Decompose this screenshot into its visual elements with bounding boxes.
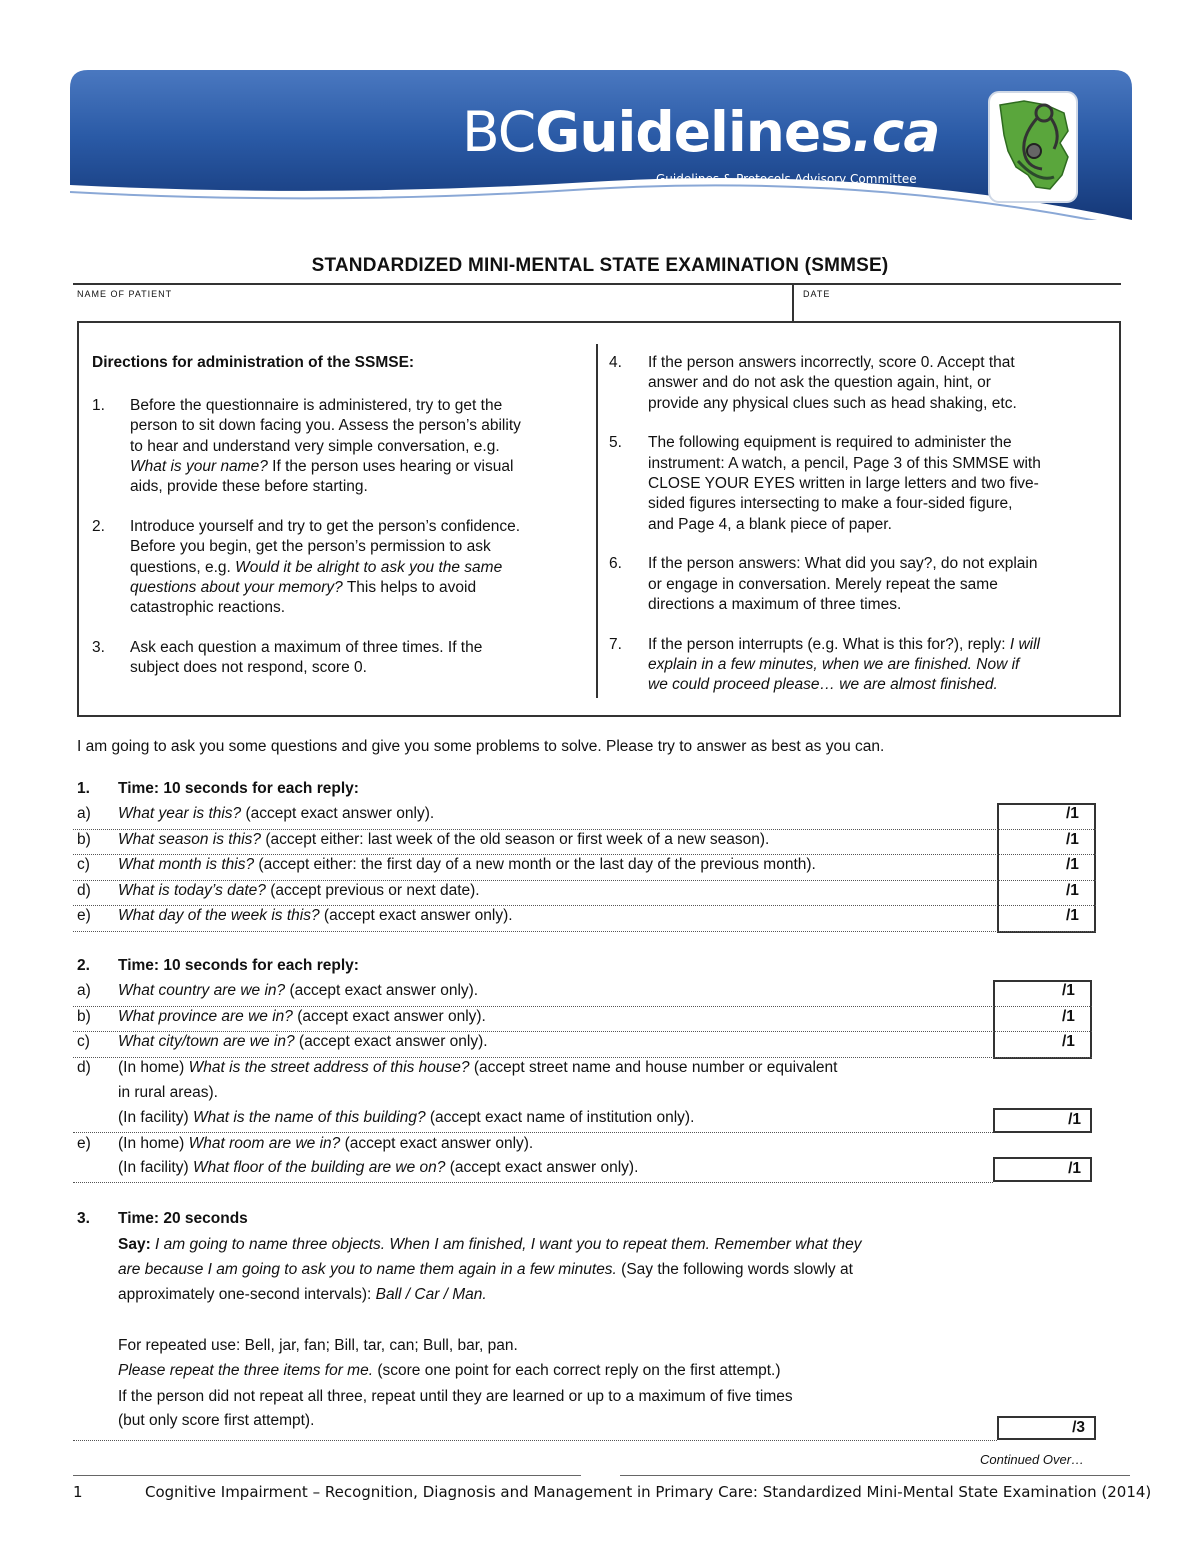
direction-text: If the person answers incorrectly, score 0. Accept that — [648, 354, 1015, 371]
direction-text: to hear and understand very simple conversation, e.g. — [130, 437, 500, 455]
section3-if-line2: (but only score first attempt). — [118, 1412, 315, 1429]
name-of-patient-label: NAME OF PATIENT — [77, 289, 173, 299]
section2-d-note: (accept street name and house number or equivalent — [469, 1059, 838, 1076]
question-text — [118, 805, 434, 823]
section3-score-box[interactable]: /3 — [997, 1416, 1096, 1440]
question-text — [118, 907, 513, 925]
name-of-patient-field[interactable] — [77, 300, 789, 320]
question-rule — [73, 1006, 1092, 1007]
direction-text: If the person answers: What did you say?, do not explain — [648, 555, 1038, 573]
direction-number: 3. — [92, 639, 105, 656]
question-letter: d) — [77, 881, 91, 899]
direction-line — [130, 579, 476, 597]
section3-say-line1 — [118, 1236, 862, 1254]
direction-number: 4. — [609, 354, 622, 371]
question-note: (accept exact answer only). — [319, 907, 513, 924]
direction-text: and Page 4, a blank piece of paper. — [648, 515, 892, 533]
question-letter: b) — [77, 1007, 91, 1025]
question-italic: What country are we in? — [118, 982, 286, 999]
bc-stethoscope-logo-icon — [988, 91, 1078, 203]
question-note: (accept exact answer only). — [285, 982, 479, 999]
section2-e-letter: e) — [77, 1135, 91, 1152]
section2-d-line2: in rural areas). — [118, 1084, 218, 1101]
direction-line — [130, 659, 367, 677]
direction-line — [648, 576, 998, 594]
date-label: DATE — [803, 289, 831, 299]
question-italic: What city/town are we in? — [118, 1033, 295, 1050]
section2-e-question: What room are we in? — [188, 1135, 341, 1152]
section3-say-line2 — [118, 1261, 853, 1279]
section3-rule — [73, 1440, 997, 1441]
direction-line — [130, 599, 285, 617]
score-cell[interactable]: /1 — [1066, 830, 1079, 848]
direction-line — [130, 639, 482, 657]
question-letter: a) — [77, 982, 91, 999]
question-note: (accept previous or next date). — [265, 881, 480, 899]
score-cell[interactable]: /1 — [1066, 856, 1079, 873]
question-rule — [73, 905, 1096, 906]
directions-heading: Directions for administration of the SSMSE: — [92, 354, 415, 371]
section2-number: 2. — [77, 957, 90, 974]
section3-say-line3-text: approximately one-second intervals): — [118, 1286, 376, 1303]
score-cell[interactable]: /1 — [1066, 805, 1079, 822]
direction-italic: questions about your memory? — [130, 578, 343, 596]
direction-text: questions, e.g. — [130, 558, 236, 576]
footer-rule-left — [73, 1475, 581, 1476]
section3-say-text: I am going to name three objects. When I am finished, I want you to repeat them. Remember what they — [150, 1236, 862, 1253]
direction-line — [648, 516, 892, 534]
direction-line — [648, 374, 991, 392]
section3-number: 3. — [77, 1210, 90, 1227]
direction-italic: explain in a few minutes, when we are finished. Now if — [648, 656, 1020, 674]
direction-line — [130, 397, 502, 415]
direction-text: provide any physical clues such as head shaking, etc. — [648, 394, 1017, 412]
question-text — [118, 856, 816, 874]
direction-text: person to sit down facing you. Assess the person’s ability — [130, 417, 521, 435]
section3-say-line2-italic: are because I am going to ask you to name them again in a few minutes. — [118, 1261, 617, 1278]
direction-line — [130, 518, 520, 536]
direction-text: catastrophic reactions. — [130, 599, 286, 617]
question-letter: c) — [77, 856, 90, 873]
direction-italic: we could proceed please… we are almost finished. — [648, 676, 998, 694]
footer-text: Cognitive Impairment – Recognition, Diagnosis and Management in Primary Care: Standardized Mini-Mental State Examination (2014) — [145, 1483, 1152, 1501]
direction-line — [130, 559, 502, 577]
question-text — [118, 831, 769, 849]
direction-text: The following equipment is required to administer the — [648, 434, 1012, 452]
section2-e-facility-question: What floor of the building are we on? — [192, 1159, 446, 1176]
section2-d-score-box[interactable]: /1 — [993, 1108, 1092, 1133]
section2-d-pre: (In home) — [118, 1059, 189, 1076]
question-note: (accept exact answer only). — [241, 805, 435, 822]
section3-please-line — [118, 1362, 781, 1380]
direction-line — [648, 596, 901, 614]
direction-text: If the person interrupts (e.g. What is this for?), reply: — [648, 635, 1010, 653]
question-italic: What month is this? — [118, 856, 255, 873]
tagline: Guidelines & Protocols Advisory Committee — [656, 172, 917, 186]
section3-please-text: (score one point for each correct reply on the first attempt.) — [373, 1362, 781, 1379]
direction-line — [648, 676, 998, 694]
question-italic: What year is this? — [118, 805, 242, 822]
section1-heading: Time: 10 seconds for each reply: — [118, 780, 359, 797]
direction-line — [648, 636, 1040, 654]
direction-line — [648, 495, 1012, 513]
section1-number: 1. — [77, 780, 90, 797]
section1-score-column — [997, 803, 1096, 933]
direction-number: 2. — [92, 518, 105, 535]
direction-line — [130, 417, 521, 435]
section3-please-italic: Please repeat the three items for me. — [118, 1362, 374, 1379]
question-note: (accept exact answer only). — [294, 1033, 488, 1050]
question-letter: a) — [77, 805, 91, 822]
document-title: STANDARDIZED MINI-MENTAL STATE EXAMINATION (SMMSE) — [311, 255, 889, 276]
direction-text: This helps to avoid — [342, 578, 477, 596]
question-text — [118, 1033, 488, 1051]
date-field[interactable] — [803, 300, 1115, 320]
brand-guidelines: Guidelines — [535, 100, 852, 164]
section2-e-rule — [73, 1182, 993, 1183]
score-cell[interactable]: /1 — [1062, 1033, 1075, 1050]
question-italic: What is today’s date? — [118, 881, 266, 899]
direction-italic: Would it be alright to ask you the same — [235, 558, 503, 576]
question-letter: b) — [77, 830, 91, 848]
direction-number: 6. — [609, 555, 622, 573]
question-note: (accept either: last week of the old season or first week of a new season). — [261, 830, 770, 848]
direction-text: Ask each question a maximum of three times. If the — [130, 639, 483, 656]
footer-rule-right — [620, 1475, 1130, 1476]
continued-over: Continued Over… — [980, 1452, 1085, 1467]
section2-score-column — [993, 980, 1092, 1059]
question-text — [118, 982, 478, 1000]
question-note: (accept exact answer only). — [292, 1007, 486, 1025]
section2-e-facility-pre: (In facility) — [118, 1159, 193, 1176]
section2-d-letter: d) — [77, 1059, 91, 1076]
direction-text: or engage in conversation. Merely repeat the same — [648, 575, 998, 593]
direction-text: Introduce yourself and try to get the person’s confidence. — [130, 518, 521, 535]
direction-line — [648, 395, 1017, 413]
section3-say-label: Say: — [118, 1236, 151, 1253]
brand-logotype — [462, 100, 940, 164]
direction-text: subject does not respond, score 0. — [130, 659, 367, 677]
direction-line — [130, 478, 368, 496]
score-cell[interactable]: /1 — [1062, 1007, 1075, 1025]
direction-line — [130, 458, 513, 476]
question-italic: What province are we in? — [118, 1007, 293, 1025]
direction-line — [648, 434, 1012, 452]
section2-heading: Time: 10 seconds for each reply: — [118, 957, 359, 974]
section2-d-facility-note: (accept exact name of institution only). — [425, 1109, 695, 1126]
direction-line — [648, 555, 1037, 573]
question-note: (accept either: the first day of a new month or the last day of the previous month). — [254, 856, 816, 873]
section3-if-line1: If the person did not repeat all three, repeat until they are learned or up to a maximum of five times — [118, 1388, 793, 1405]
question-rule — [73, 931, 1096, 932]
direction-line — [130, 538, 491, 556]
direction-text: answer and do not ask the question again, hint, or — [648, 374, 991, 392]
section3-say-line3 — [118, 1286, 487, 1304]
question-letter: c) — [77, 1033, 90, 1050]
question-text — [118, 882, 480, 900]
question-letter: e) — [77, 907, 91, 924]
direction-line — [648, 455, 1041, 473]
intro-text: I am going to ask you some questions and give you some problems to solve. Please try to answer as best as you can. — [77, 738, 885, 755]
name-date-rule — [73, 283, 1121, 285]
section3-say-line2-text: (Say the following words slowly at — [616, 1261, 853, 1278]
section2-d-facility-pre: (In facility) — [118, 1109, 193, 1126]
direction-line — [648, 354, 1015, 372]
page-number: 1 — [73, 1483, 83, 1501]
direction-text: CLOSE YOUR EYES written in large letters and two five- — [648, 475, 1039, 492]
direction-number: 1. — [92, 397, 105, 414]
question-italic: What day of the week is this? — [118, 907, 320, 924]
direction-text: instrument: A watch, a pencil, Page 3 of this SMMSE with — [648, 454, 1041, 472]
question-rule — [73, 854, 1096, 855]
section2-d-line1 — [118, 1059, 837, 1077]
brand-bc: BC — [462, 100, 536, 164]
question-rule — [73, 880, 1096, 881]
direction-text: If the person uses hearing or visual — [267, 457, 514, 475]
section3-repeated-use: For repeated use: Bell, jar, fan; Bill, tar, can; Bull, bar, pan. — [118, 1337, 518, 1354]
direction-text: aids, provide these before starting. — [130, 478, 368, 496]
section2-e-line2 — [118, 1159, 638, 1177]
section2-e-facility-note: (accept exact answer only). — [445, 1159, 639, 1176]
section2-d-question: What is the street address of this house? — [188, 1059, 470, 1076]
question-rule — [73, 1057, 1092, 1058]
section3-heading: Time: 20 seconds — [118, 1210, 248, 1227]
section2-d-line3 — [118, 1109, 694, 1127]
direction-italic: What is your name? — [130, 457, 268, 475]
direction-number: 7. — [609, 635, 622, 653]
brand-ca: .ca — [851, 100, 940, 164]
score-cell[interactable]: /1 — [1062, 982, 1075, 999]
section2-e-score-box[interactable]: /1 — [993, 1157, 1092, 1182]
direction-number: 5. — [609, 434, 622, 452]
field-separator — [792, 284, 794, 321]
question-rule — [73, 829, 1096, 830]
direction-text: sided figures intersecting to make a four-sided figure, — [648, 495, 1013, 513]
directions-column-divider — [596, 344, 598, 698]
direction-italic: I will — [1009, 635, 1040, 653]
section3-words: Ball / Car / Man. — [375, 1286, 487, 1303]
section2-e-pre: (In home) — [118, 1135, 189, 1152]
direction-text: directions a maximum of three times. — [648, 596, 902, 613]
question-text — [118, 1008, 486, 1026]
direction-text: Before the questionnaire is administered, try to get the — [130, 397, 503, 414]
direction-line — [130, 438, 500, 456]
section2-e-note: (accept exact answer only). — [340, 1135, 534, 1152]
direction-text: Before you begin, get the person’s permission to ask — [130, 538, 491, 556]
direction-line — [648, 656, 1019, 674]
question-rule — [73, 1031, 1092, 1032]
section2-d-facility-question: What is the name of this building? — [192, 1109, 426, 1126]
score-cell[interactable]: /1 — [1066, 881, 1079, 899]
direction-line — [648, 475, 1039, 493]
section2-e-line1 — [118, 1135, 533, 1153]
section2-d-rule — [73, 1132, 993, 1133]
score-cell[interactable]: /1 — [1066, 907, 1079, 924]
question-italic: What season is this? — [118, 830, 262, 848]
